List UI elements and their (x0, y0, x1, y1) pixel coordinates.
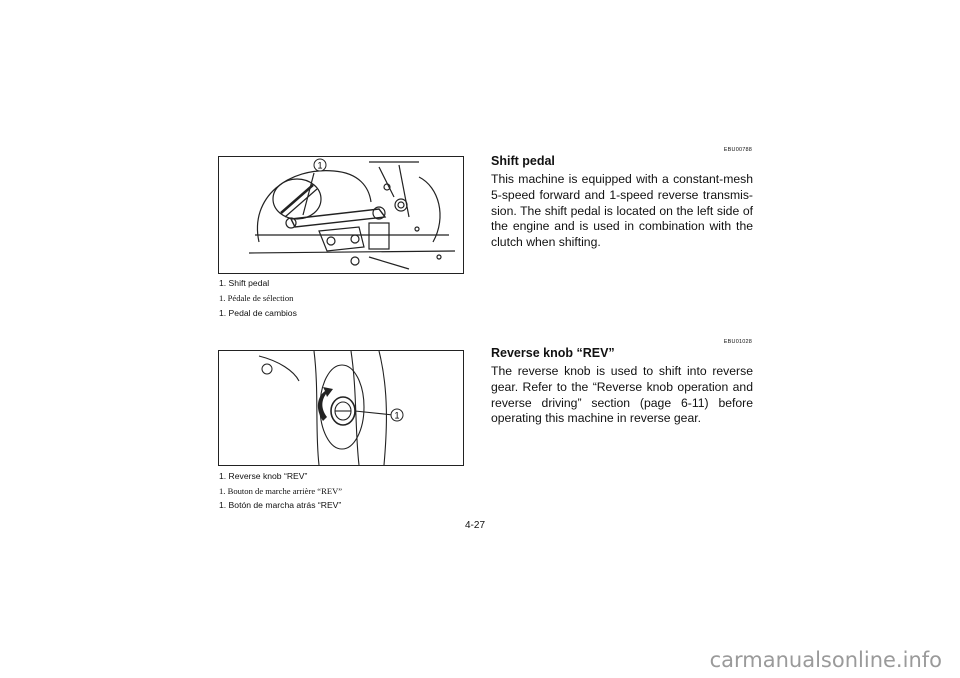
shift-pedal-figure (218, 156, 464, 274)
section-code: EBU01028 (723, 339, 752, 345)
shift-pedal-callout: 1 (317, 160, 323, 171)
caption-es: 1. Pedal de cambios (219, 308, 297, 318)
watermark: carmanualsonline.info (709, 648, 942, 672)
page-number: 4-27 (465, 520, 486, 531)
caption-fr: 1. Pédale de sélection (219, 293, 294, 303)
reverse-knob-figure (218, 350, 464, 466)
shift-pedal-illustration (219, 157, 463, 273)
caption-en: 1. Shift pedal (219, 278, 270, 288)
section-code: EBU00788 (723, 147, 752, 153)
section-title-shift-pedal: Shift pedal (491, 154, 555, 168)
caption-en: 1. Reverse knob “REV” (219, 471, 308, 481)
section-body-shift-pedal: This machine is equipped with a constant-mesh 5-speed forward and 1-speed reverse transmis-sion. The shift pedal is located on the left side of the engine and is used in combination with the clutch when shifting. (491, 172, 753, 250)
caption-fr: 1. Bouton de marche arrière “REV” (219, 486, 343, 496)
section-body-reverse-knob: The reverse knob is used to shift into reverse gear. Refer to the “Reverse knob operation and reverse driving” section (page 6-11) before operating this machine in reverse gear. (491, 364, 753, 426)
reverse-knob-illustration (219, 351, 463, 465)
reverse-knob-callout: 1 (394, 410, 400, 421)
caption-es: 1. Botón de marcha atrás “REV” (219, 500, 342, 510)
section-title-reverse-knob: Reverse knob “REV” (491, 346, 615, 360)
